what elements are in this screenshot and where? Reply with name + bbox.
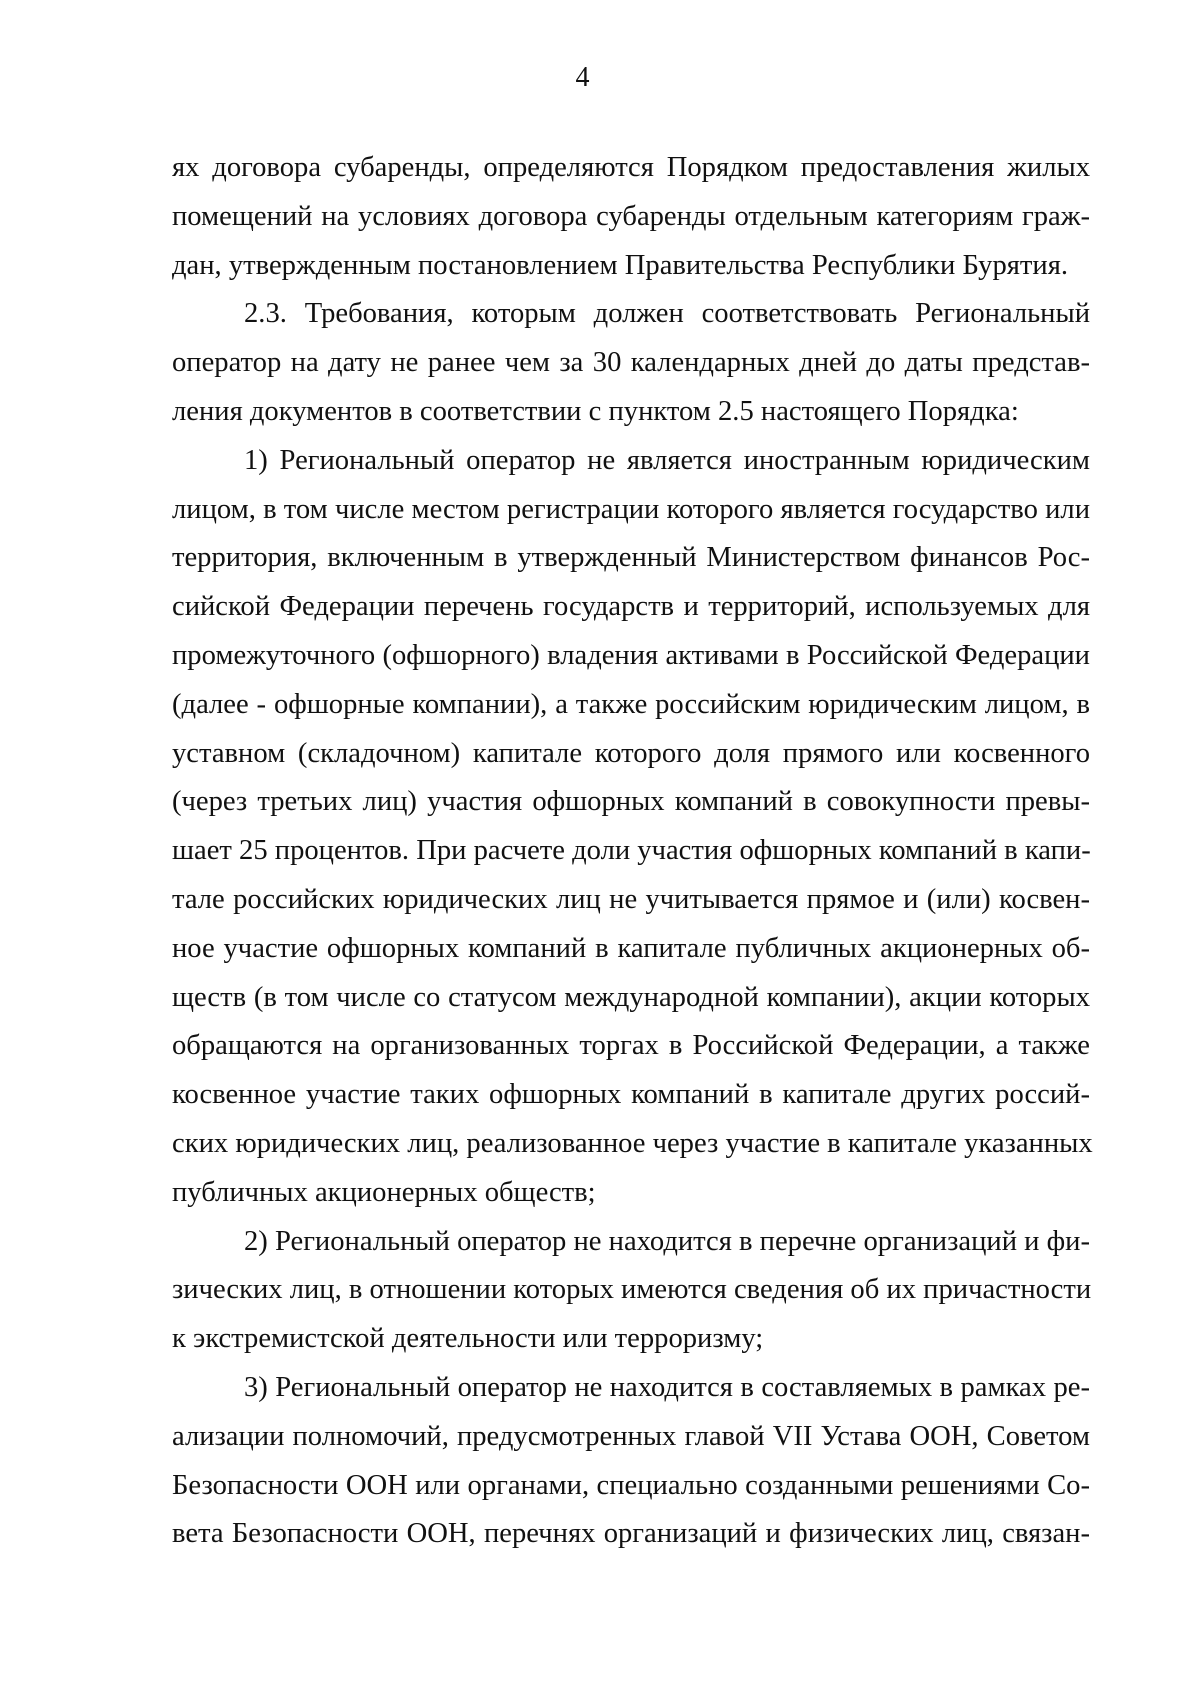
text-line: 3) Региональный оператор не находится в составляемых в рамках ре- — [244, 1371, 1090, 1403]
text-line: шает 25 процентов. При расчете доли участия офшорных компаний в капи- — [172, 835, 1091, 867]
paragraph-p4 — [172, 1364, 1090, 1559]
document-body — [172, 144, 1093, 1559]
text-line: (через третьих лиц) участия офшорных компаний в совокупности превы- — [172, 786, 1090, 818]
text-line: ное участие офшорных компаний в капитале публичных акционерных об- — [172, 932, 1090, 964]
text-line: ских юридических лиц, реализованное через участие в капитале указанных — [172, 1127, 1093, 1159]
text-line: промежуточного (офшорного) владения активами в Российской Федерации — [172, 639, 1090, 671]
paragraph-p0 — [172, 144, 1090, 290]
text-line: косвенное участие таких офшорных компаний в капитале других россий- — [172, 1079, 1090, 1111]
page-number: 4 — [575, 62, 590, 93]
text-line: сийской Федерации перечень государств и территорий, используемых для — [172, 591, 1090, 623]
text-line: ях договора субаренды, определяются Порядком предоставления жилых — [172, 152, 1090, 183]
text-line: публичных акционерных обществ; — [172, 1176, 596, 1208]
text-line: уставном (складочном) капитале которого доля прямого или косвенного — [172, 737, 1090, 769]
text-line: 2) Региональный оператор не находится в перечне организаций и фи- — [244, 1225, 1090, 1257]
paragraph-p3 — [172, 1218, 1090, 1364]
text-line: 2.3. Требования, которым должен соответствовать Региональный — [244, 298, 1090, 330]
text-line: 1) Региональный оператор не является иностранным юридическим — [244, 444, 1090, 476]
text-line: вета Безопасности ООН, перечнях организаций и физических лиц, связан- — [172, 1518, 1090, 1550]
text-line: ализации полномочий, предусмотренных главой VII Устава ООН, Советом — [172, 1420, 1090, 1452]
text-line: обращаются на организованных торгах в Российской Федерации, а также — [172, 1030, 1090, 1062]
paragraph-p2 — [172, 437, 1093, 1218]
text-line: к экстремистской деятельности или терроризму; — [172, 1323, 764, 1355]
text-line: зических лиц, в отношении которых имеются сведения об их причастности — [172, 1274, 1092, 1306]
text-line: (далее - офшорные компании), а также российским юридическим лицом, в — [172, 688, 1090, 720]
paragraph-p1 — [172, 290, 1090, 436]
text-line: тале российских юридических лиц не учитывается прямое и (или) косвен- — [172, 883, 1090, 915]
text-line: территория, включенным в утвержденный Министерством финансов Рос- — [172, 542, 1090, 574]
text-line: дан, утвержденным постановлением Правительства Республики Бурятия. — [172, 249, 1068, 281]
text-line: помещений на условиях договора субаренды отдельным категориям граж- — [172, 200, 1090, 232]
text-line: ления документов в соответствии с пунктом 2.5 настоящего Порядка: — [172, 395, 1019, 427]
text-line: ществ (в том числе со статусом международной компании), акции которых — [172, 981, 1090, 1013]
text-line: оператор на дату не ранее чем за 30 календарных дней до даты представ- — [172, 347, 1090, 379]
text-line: лицом, в том числе местом регистрации которого является государство или — [172, 493, 1090, 525]
text-line: Безопасности ООН или органами, специально созданными решениями Со- — [172, 1469, 1090, 1501]
